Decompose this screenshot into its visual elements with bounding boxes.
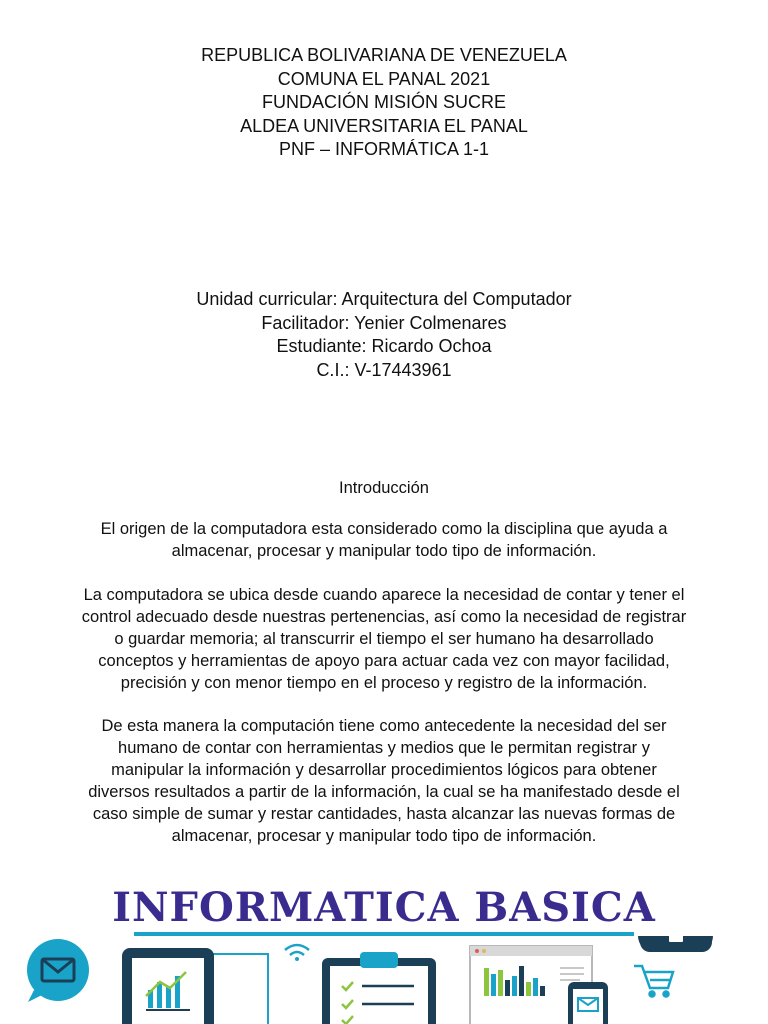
paragraph-3-line: humano de contar con herramientas y medios que le permitan registrar y bbox=[118, 739, 650, 757]
paragraph-3-line: almacenar, procesar y manipular todo tipo de información. bbox=[171, 827, 597, 845]
paragraph-1-line: El origen de la computadora esta considerado como la disciplina que ayuda a bbox=[100, 520, 668, 538]
student-id: C.I.: V-17443961 bbox=[316, 359, 452, 380]
tablet-chart-icon bbox=[122, 948, 214, 1024]
paragraph-2-line: o guardar memoria; al transcurrir el tiempo el ser humano ha desarrollado bbox=[114, 630, 654, 648]
curricular-unit: Unidad curricular: Arquitectura del Computador bbox=[196, 289, 572, 309]
connector-line bbox=[212, 954, 268, 1024]
header-program: PNF – INFORMÁTICA 1-1 bbox=[278, 139, 490, 159]
facilitator: Facilitador: Yenier Colmenares bbox=[261, 312, 507, 333]
wifi-icon bbox=[285, 945, 309, 961]
paragraph-3-line: caso simple de sumar y restar cantidades, hasta alcanzar las nuevas formas de bbox=[92, 805, 676, 823]
header-country: REPUBLICA BOLIVARIANA DE VENEZUELA bbox=[201, 45, 567, 65]
introduction-title: Introducción bbox=[339, 479, 429, 497]
document-header bbox=[0, 44, 768, 162]
cart-icon bbox=[634, 966, 673, 997]
cloud-lock-icon bbox=[638, 936, 713, 952]
paragraph-3-line: diversos resultados a partir de la información, la cual se ha manifestado desde el bbox=[88, 783, 680, 801]
header-commune: COMUNA EL PANAL 2021 bbox=[277, 68, 491, 89]
student-name: Estudiante: Ricardo Ochoa bbox=[276, 336, 492, 356]
paragraph-2-line: control adecuado desde nuestras pertenencias, así como la necesidad de registrar bbox=[81, 608, 687, 626]
paragraph-1-line: almacenar, procesar y manipular todo tipo de información. bbox=[171, 542, 597, 560]
paragraph-3 bbox=[0, 715, 768, 847]
banner-illustration bbox=[0, 936, 768, 1024]
student-info bbox=[0, 288, 768, 382]
paragraph-2-line: precisión y con menor tiempo en el proceso y registro de la información. bbox=[120, 674, 648, 692]
paragraph-2 bbox=[0, 584, 768, 694]
paragraph-2-line: La computadora se ubica desde cuando aparece la necesidad de contar y tener el bbox=[83, 586, 685, 604]
introduction-heading bbox=[0, 477, 768, 499]
header-aldea: ALDEA UNIVERSITARIA EL PANAL bbox=[240, 115, 528, 136]
paragraph-1 bbox=[0, 518, 768, 562]
paragraph-2-line: conceptos y herramientas de apoyo para actuar cada vez con mayor facilidad, bbox=[98, 652, 670, 670]
header-foundation: FUNDACIÓN MISIÓN SUCRE bbox=[261, 92, 506, 112]
banner-title: INFORMATICA BASICA bbox=[112, 884, 656, 931]
email-icon bbox=[27, 939, 89, 1002]
clipboard-checklist-icon bbox=[322, 952, 436, 1024]
phone-mail-icon bbox=[568, 982, 608, 1024]
paragraph-3-line: De esta manera la computación tiene como antecedente la necesidad del ser bbox=[101, 717, 667, 735]
paragraph-3-line: manipular la información y desarrollar procedimientos lógicos para obtener bbox=[111, 761, 657, 779]
